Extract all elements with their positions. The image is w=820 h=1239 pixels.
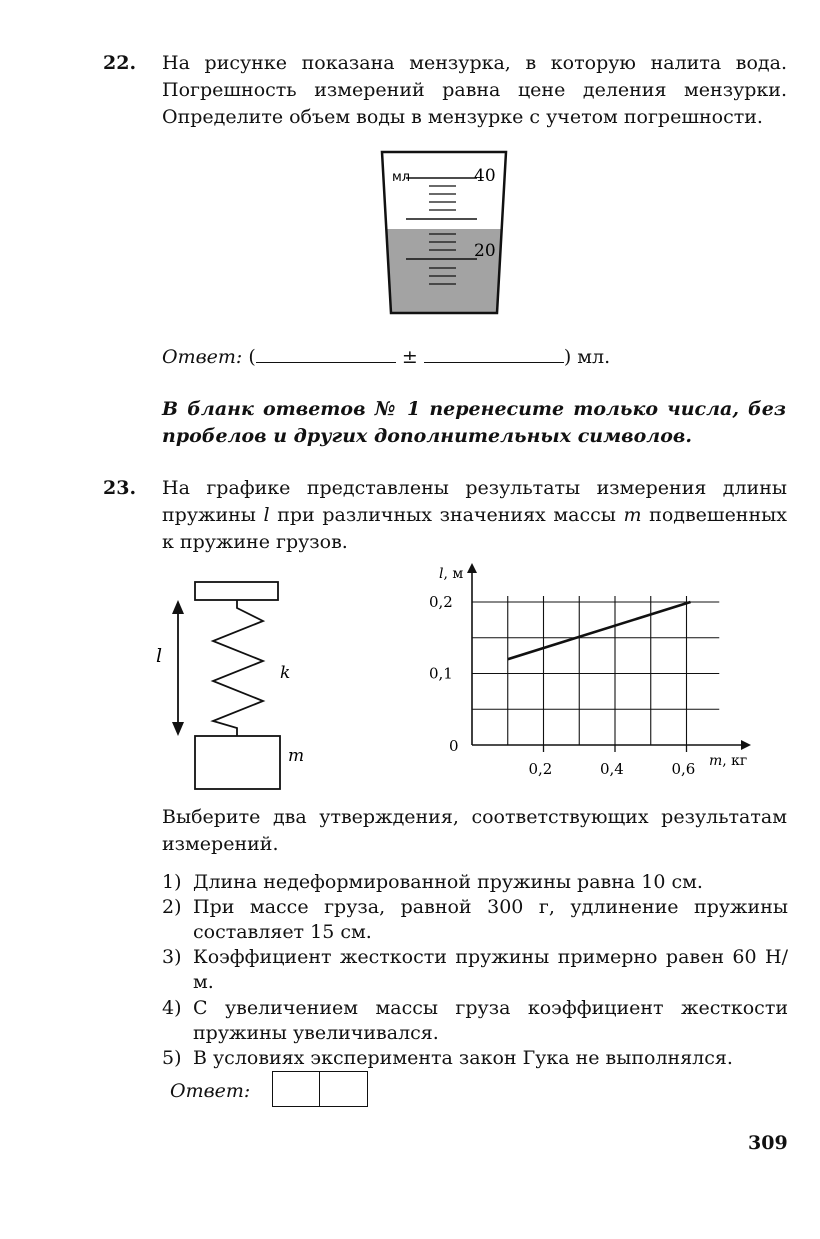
option-1: 1) Длина недеформированной пружины равна 10 см. [162,871,703,893]
origin-label: 0 [449,737,459,755]
mass-block [195,736,280,789]
page-number: 309 [748,1132,788,1154]
spring-coil [213,600,263,736]
length-mass-chart [415,555,760,790]
q22-answer-close: ) мл. [563,346,611,368]
y-tick-label-2: 0,2 [429,593,453,611]
y-tick-label-1: 0,1 [429,664,453,683]
option-5: 5) В условиях эксперимента закон Гука не выполнялся. [162,1047,733,1069]
option-3: 3) Коэффициент жесткости пружины примерно равен 60 Н/м. [162,946,788,993]
spring-mount [195,582,278,600]
series-line-l-vs-m [508,602,691,659]
q22-answer-line [162,344,610,368]
answer-box-2[interactable] [320,1071,368,1107]
answer-box-1[interactable] [272,1071,320,1107]
beaker-mark-20: 20 [474,241,496,261]
q23-number: 23. [103,477,137,499]
q23-prompt: Выберите два утверждения, соответствующих результатам измерений. [162,806,787,855]
q22-answer-open: ( [248,346,256,368]
x-tick-label-1: 0,2 [528,760,553,778]
var-m: m [623,504,642,526]
beaker-illustration [374,148,514,318]
x-axis-arrow [741,740,751,750]
spring-label-m: m [288,746,305,766]
q23-text: На графике представлены результаты измерения длины пружины l при различных значениях массы m подвешенных к пружине грузов. [162,477,787,553]
x-axis-label: m, кг [709,753,748,769]
x-tick-label-2: 0,4 [600,760,624,778]
q23-answer-label: Ответ: [170,1080,251,1102]
q22-answer-pm: ± [401,346,418,368]
q22-answer-value-field[interactable] [256,344,396,363]
spring-label-k: k [280,663,291,683]
chart-grid [472,596,719,745]
option-4: 4) С увеличением массы груза коэффициент жесткости пружины увеличивался. [162,997,788,1044]
arrow-head-down [172,722,184,736]
q22-number: 22. [103,52,137,74]
q22-text: На рисунке показана мензурка, в которую налита вода. Погрешность измерений равна цене деления мензурки. Определите объем воды в мензурке с учетом погрешности. [162,52,787,128]
q22-answer-label: Ответ: [162,346,243,368]
arrow-head-up [172,600,184,614]
spring-diagram [150,578,320,793]
y-axis-label: l, м [439,566,464,582]
q22-instruction: В бланк ответов № 1 перенесите только числа, без пробелов и других дополнительных символов. [162,398,786,447]
x-tick-label-3: 0,6 [671,760,696,778]
beaker-mark-40: 40 [474,166,496,186]
var-l: l [263,504,270,526]
option-2: 2) При массе груза, равной 300 г, удлинение пружины составляет 15 см. [162,896,788,943]
spring-label-l: l [156,645,163,667]
y-axis-arrow [467,563,477,573]
chart-ticks [429,593,695,778]
q22-answer-error-field[interactable] [424,344,564,363]
beaker-unit: мл [392,170,411,185]
